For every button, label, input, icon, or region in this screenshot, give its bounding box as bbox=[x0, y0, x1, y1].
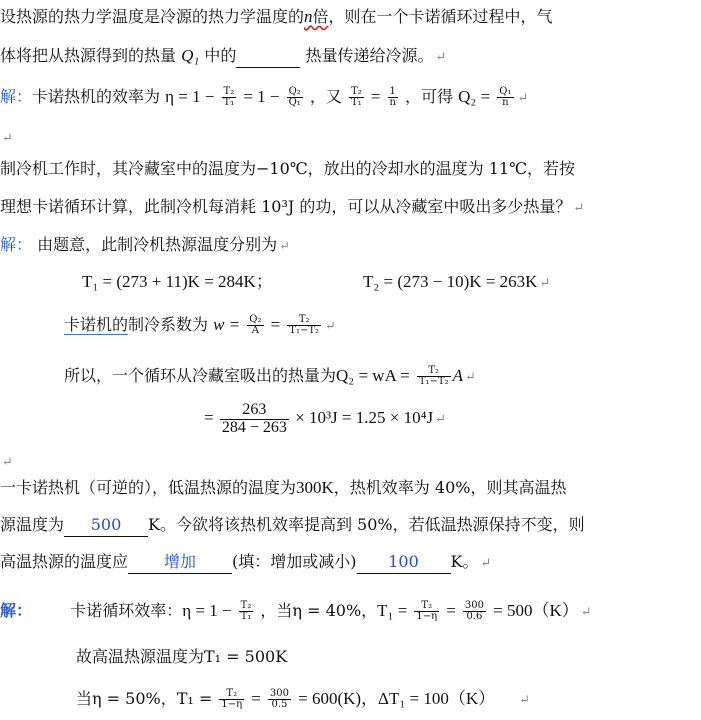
sol2-intro: 解： 由题意，此制冷机热源温度分别为 ↵ bbox=[0, 235, 291, 254]
solution-label: 解： bbox=[0, 235, 33, 254]
fraction: $\frac{\text{T₂}}{\text{T₁−T₂}}$ bbox=[418, 364, 449, 387]
q2-line-1: 制冷机工作时，其冷藏室中的温度为−10℃，放出的冷却水的温度为 11℃，若按 bbox=[0, 159, 576, 178]
fraction: $\frac{300}{0.5}$ bbox=[269, 687, 290, 710]
sol3-line-1: 解： 卡诺循环效率：η = 1 − $\frac{\text{T₂}}{\text{T₁}}$ ，当η = 40%，T₁ = $\frac{\text{T₂}}{1-\eta}$ = $\frac{300}{0.6}$ = 500（K） ↵ bbox=[0, 599, 592, 622]
empty-line bbox=[0, 450, 13, 474]
q1-line-1: 设热源的热力学温度是冷源的热力学温度的n倍，则在一个卡诺循环过程中，气 bbox=[0, 7, 553, 26]
fraction: $\frac{\text{T₂}}{1-\eta}$ bbox=[416, 599, 438, 622]
paragraph-mark-icon: ↵ bbox=[2, 455, 13, 470]
sol3-line-2: 故高温热源温度为T₁ = 500K bbox=[76, 647, 288, 666]
sol2-result: = $\frac{263}{284 - 263}$ × 10³J = 1.25 × 10⁴J ↵ bbox=[204, 401, 447, 436]
paragraph-mark-icon: ↵ bbox=[539, 275, 551, 290]
sol2-t2: T₂ = (273 − 10)K = 263K ↵ bbox=[363, 272, 551, 291]
answer-blank-1[interactable]: 500 bbox=[64, 514, 148, 537]
q3-line-2: 源温度为 500 K。今欲将该热机效率提高到 50%，若低温热源保持不变，则 bbox=[0, 514, 585, 537]
fraction: $\frac{1}{n}$ bbox=[389, 85, 396, 108]
paragraph-mark-icon: ↵ bbox=[465, 370, 476, 385]
answer-blank-2[interactable]: 增加 bbox=[128, 551, 232, 574]
q3-line-3: 高温热源的温度应 增加 (填：增加或减小) 100 K。 ↵ bbox=[0, 551, 491, 575]
fraction: $\frac{\text{T₂}}{\text{T₁}}$ bbox=[223, 85, 235, 108]
sol2-coef: 卡诺机的制冷系数为 w = $\frac{\text{Q₂}}{A}$ = $\frac{\text{T₂}}{\text{T₁−T₂}}$ ↵ bbox=[64, 313, 336, 336]
sol2-t1: T₁ = (273 + 11)K = 284K； bbox=[82, 272, 273, 291]
q2-line-2: 理想卡诺循环计算，此制冷机每消耗 10³J 的功，可以从冷藏室中吸出多少热量？ ↵ bbox=[0, 197, 585, 216]
fraction: $\frac{\text{Q₁}}{n}$ bbox=[499, 85, 512, 108]
fraction: $\frac{263}{284 - 263}$ bbox=[221, 401, 287, 436]
sol2-heat: 所以，一个循环从冷藏室吸出的热量为Q₂ = wA = $\frac{\text{T₂}}{\text{T₁−T₂}}$ A ↵ bbox=[64, 364, 476, 387]
paragraph-mark-icon: ↵ bbox=[580, 605, 592, 620]
q1-line-2: 体将把从热源得到的热量 Q₁ 中的 热量传递给冷源。 ↵ bbox=[0, 45, 446, 69]
empty-line bbox=[0, 126, 13, 150]
paragraph-mark-icon: ↵ bbox=[2, 131, 13, 146]
q3-line-1: 一卡诺热机（可逆的），低温热源的温度为300K，热机效率为 40%，则其高温热 bbox=[0, 478, 567, 497]
solution-label: 解： bbox=[0, 87, 33, 106]
paragraph-mark-icon: ↵ bbox=[573, 201, 585, 216]
paragraph-mark-icon: ↵ bbox=[517, 91, 529, 106]
sol1-line: 解：卡诺热机的效率为 η = 1 − $\frac{\text{T₂}}{\text{T₁}}$ = 1 − $\frac{\text{Q₂}}{\text{Q₁}}$ ，又 $\frac{\text{T₂}}{\text{T₁}}$ = $\frac{1}{n}$ ，可得 Q₂ = $\frac{\text{Q₁}}{n}$ ↵ bbox=[0, 85, 529, 108]
fraction: $\frac{\text{Q₂}}{\text{Q₁}}$ bbox=[288, 85, 301, 108]
fraction: $\frac{\text{T₂}}{\text{T₁−T₂}}$ bbox=[289, 313, 320, 336]
paragraph-mark-icon: ↵ bbox=[480, 556, 492, 571]
solution-label: 解： bbox=[0, 601, 33, 620]
paragraph-mark-icon: ↵ bbox=[325, 319, 336, 334]
answer-blank-3[interactable]: 100 bbox=[357, 551, 451, 574]
paragraph-mark-icon: ↵ bbox=[519, 693, 531, 708]
fraction: $\frac{300}{0.6}$ bbox=[464, 599, 485, 622]
fraction: $\frac{\text{T₂}}{1-\eta}$ bbox=[221, 687, 243, 710]
paragraph-mark-icon: ↵ bbox=[435, 411, 447, 427]
sol3-line-3: 当η = 50%，T₁ = $\frac{\text{T₂}}{1-\eta}$ = $\frac{300}{0.5}$ = 600(K)，ΔT₁ = 100（K） ↵ bbox=[76, 687, 531, 710]
paragraph-mark-icon: ↵ bbox=[435, 50, 447, 65]
paragraph-mark-icon: ↵ bbox=[279, 239, 291, 254]
fraction: $\frac{\text{Q₂}}{A}$ bbox=[249, 313, 262, 336]
q1-blank[interactable] bbox=[236, 45, 300, 68]
fraction: $\frac{\text{T₂}}{\text{T₁}}$ bbox=[351, 85, 362, 108]
fraction: $\frac{\text{T₂}}{\text{T₁}}$ bbox=[240, 599, 252, 622]
